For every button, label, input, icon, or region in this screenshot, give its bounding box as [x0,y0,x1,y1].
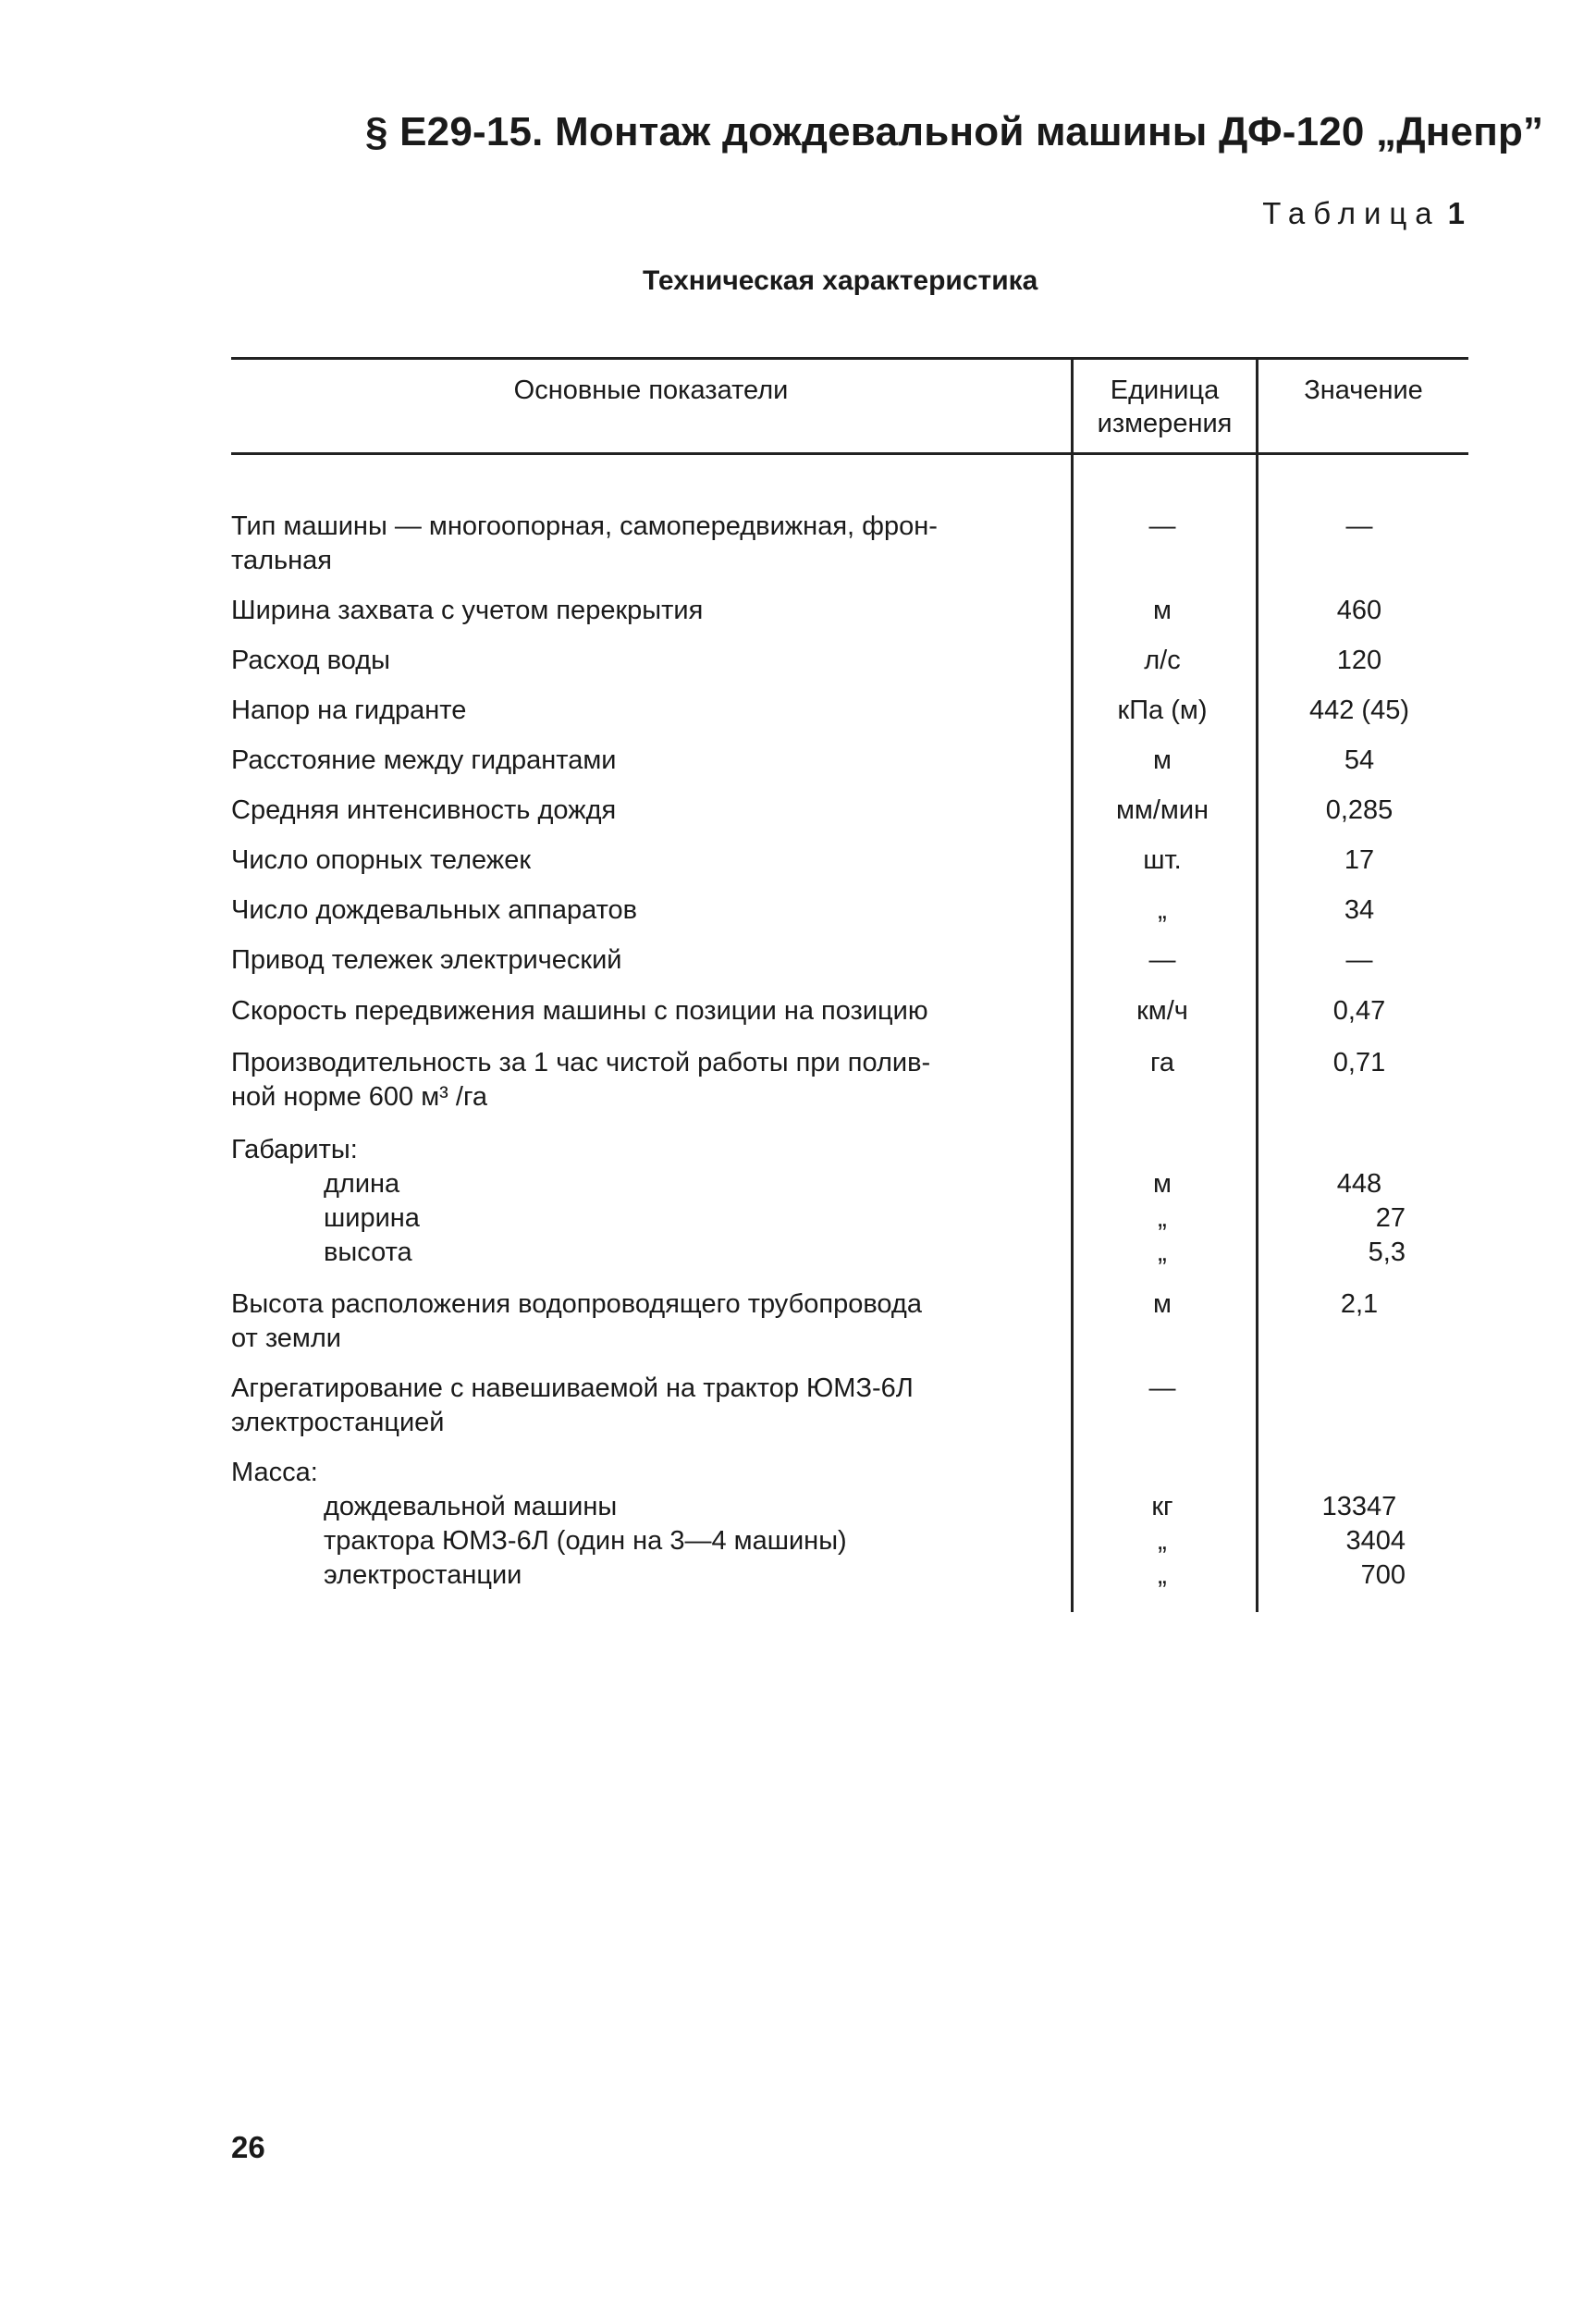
table-label-number: 1 [1447,196,1465,230]
section-heading: § Е29-15. Монтаж дождевальной машины ДФ-120 „Днепр” [365,109,1544,154]
row-name [231,510,1059,578]
row-name-line2: от земли [231,1324,341,1353]
row-name: Средняя интенсивность дождя [231,795,617,825]
row-name-line1: Высота расположения водопроводящего трубопровода [231,1289,922,1319]
row-unit: га [1149,1048,1175,1077]
table-subtitle: Техническая характеристика [643,265,1038,296]
row-value: — [1345,945,1373,975]
row-value: 448 [1336,1169,1382,1199]
row-unit: „ [1158,895,1167,925]
header-unit [1074,374,1256,440]
row-value: 5,3 [1368,1238,1406,1267]
header-value: Значение [1304,376,1423,405]
row-unit: „ [1158,1238,1167,1267]
row-name [231,1372,1059,1440]
row-unit: км/ч [1136,996,1188,1026]
row-value: 27 [1375,1203,1406,1233]
row-name: электростанции [324,1560,522,1590]
dimensions-title: Габариты: [231,1135,358,1164]
row-value: 0,71 [1332,1048,1386,1077]
row-unit: мм/мин [1115,795,1209,825]
row-name-line1: Агрегатирование с навешиваемой на трактор ЮМЗ-6Л [231,1373,914,1403]
row-value: 34 [1344,895,1375,925]
row-unit: — [1148,511,1176,541]
page-number: 26 [231,2130,265,2164]
row-value: 0,47 [1332,996,1386,1026]
row-name [231,1287,1059,1356]
row-value: 460 [1336,596,1382,625]
row-name: Напор на гидранте [231,696,467,725]
row-name: Расстояние между гидрантами [231,745,617,775]
row-name: Расход воды [231,646,390,675]
row-name: Число дождевальных аппаратов [231,895,638,925]
header-unit-line2: измерения [1097,409,1233,438]
row-unit: „ [1158,1560,1167,1590]
row-value: 54 [1344,745,1375,775]
row-name: Скорость передвижения машины с позиции на позицию [231,996,928,1026]
row-name: Привод тележек электрический [231,945,622,975]
row-unit: „ [1158,1526,1167,1556]
row-unit: кг [1151,1492,1173,1521]
row-unit: м [1153,745,1172,775]
row-unit: м [1153,1289,1172,1319]
row-unit: кПа (м) [1117,696,1208,725]
row-unit: м [1153,596,1172,625]
row-name-line2: тальная [231,546,332,575]
row-value: 3404 [1345,1526,1406,1556]
row-name: ширина [324,1203,420,1233]
column-divider-unit [1071,357,1074,1612]
row-name-line1: Производительность за 1 час чистой работы при полив- [231,1048,931,1077]
row-unit: м [1153,1169,1172,1199]
row-value: 0,285 [1325,795,1393,825]
mass-title: Масса: [231,1458,318,1487]
column-divider-value [1256,357,1258,1612]
row-value: 17 [1344,845,1375,875]
row-value: 442 (45) [1308,696,1409,725]
row-unit: л/с [1144,646,1181,675]
row-name: дождевальной машины [324,1492,618,1521]
row-unit: — [1148,945,1176,975]
header-unit-line1: Единица [1110,376,1220,405]
row-value: 120 [1336,646,1382,675]
row-name [231,1046,1059,1114]
row-name-line2: электростанцией [231,1408,445,1437]
row-name-line2: ной норме 600 м³ /га [231,1082,488,1112]
table-label [1262,196,1465,231]
row-value: — [1345,511,1373,541]
row-value: 700 [1360,1560,1406,1590]
row-unit: — [1148,1373,1176,1403]
row-name: трактора ЮМЗ-6Л (один на 3—4 машины) [324,1526,847,1556]
row-name: Ширина захвата с учетом перекрытия [231,596,704,625]
table-header-border [231,452,1468,455]
row-name: высота [324,1238,412,1267]
row-name: длина [324,1169,400,1199]
table-top-border [231,357,1468,360]
header-name: Основные показатели [513,376,789,405]
row-unit: шт. [1143,845,1182,875]
row-name: Число опорных тележек [231,845,532,875]
row-unit: „ [1158,1203,1167,1233]
row-value: 2,1 [1340,1289,1379,1319]
row-value: 13347 [1321,1492,1397,1521]
row-name-line1: Тип машины — многоопорная, самопередвижная, фрон- [231,511,938,541]
table-label-word: Таблица [1262,196,1441,230]
